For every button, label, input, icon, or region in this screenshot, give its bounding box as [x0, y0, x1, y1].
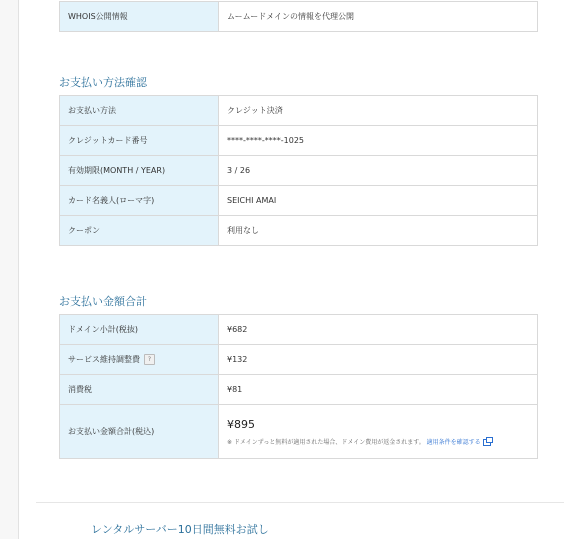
- table-row: [60, 186, 538, 216]
- row-label: ドメイン小計(税抜): [60, 315, 219, 345]
- payment-total-table: [59, 314, 538, 459]
- row-value: ¥682: [219, 315, 538, 345]
- row-value: 利用なし: [219, 216, 538, 246]
- row-label-with-help: [60, 345, 219, 375]
- row-label: クーポン: [60, 216, 219, 246]
- row-label: お支払い方法: [60, 96, 219, 126]
- row-value: ****-****-****-1025: [219, 126, 538, 156]
- refund-note: ※ ドメインずっと無料が適用された場合、ドメイン費用が返金されます。: [227, 438, 425, 446]
- payment-method-table: [59, 95, 538, 246]
- table-row: [60, 126, 538, 156]
- row-label: クレジットカード番号: [60, 126, 219, 156]
- whois-table: [59, 1, 538, 32]
- total-label: お支払い金額合計(税込): [60, 405, 219, 459]
- row-value: ¥81: [219, 375, 538, 405]
- row-label: 消費税: [60, 375, 219, 405]
- row-label: WHOIS公開情報: [60, 2, 219, 32]
- table-row: [60, 216, 538, 246]
- row-label: カード名義人(ローマ字): [60, 186, 219, 216]
- conditions-link-label: 適用条件を確認する: [426, 438, 481, 446]
- divider: [36, 502, 564, 503]
- table-row: [60, 315, 538, 345]
- row-value: クレジット決済: [219, 96, 538, 126]
- external-link-icon: [483, 439, 491, 446]
- table-row: [60, 96, 538, 126]
- free-trial-link[interactable]: レンタルサーバー10日間無料お試し: [91, 523, 269, 536]
- section-title-payment-total: お支払い金額合計: [59, 295, 147, 308]
- row-value: 3 / 26: [219, 156, 538, 186]
- table-row: [60, 375, 538, 405]
- help-icon[interactable]: ?: [144, 354, 155, 365]
- total-amount: ¥895: [227, 417, 255, 431]
- row-value: ムームードメインの情報を代理公開: [219, 2, 538, 32]
- total-value-cell: [219, 405, 538, 459]
- row-label: 有効期限(MONTH / YEAR): [60, 156, 219, 186]
- table-row: [60, 2, 538, 32]
- section-title-payment-method: お支払い方法確認: [59, 76, 147, 89]
- row-label: サービス維持調整費: [68, 355, 140, 364]
- row-value: ¥132: [219, 345, 538, 375]
- total-note: [227, 437, 529, 446]
- table-row-total: [60, 405, 538, 459]
- table-row: [60, 345, 538, 375]
- conditions-link[interactable]: [427, 439, 491, 446]
- table-row: [60, 156, 538, 186]
- row-value: SEICHI AMAI: [219, 186, 538, 216]
